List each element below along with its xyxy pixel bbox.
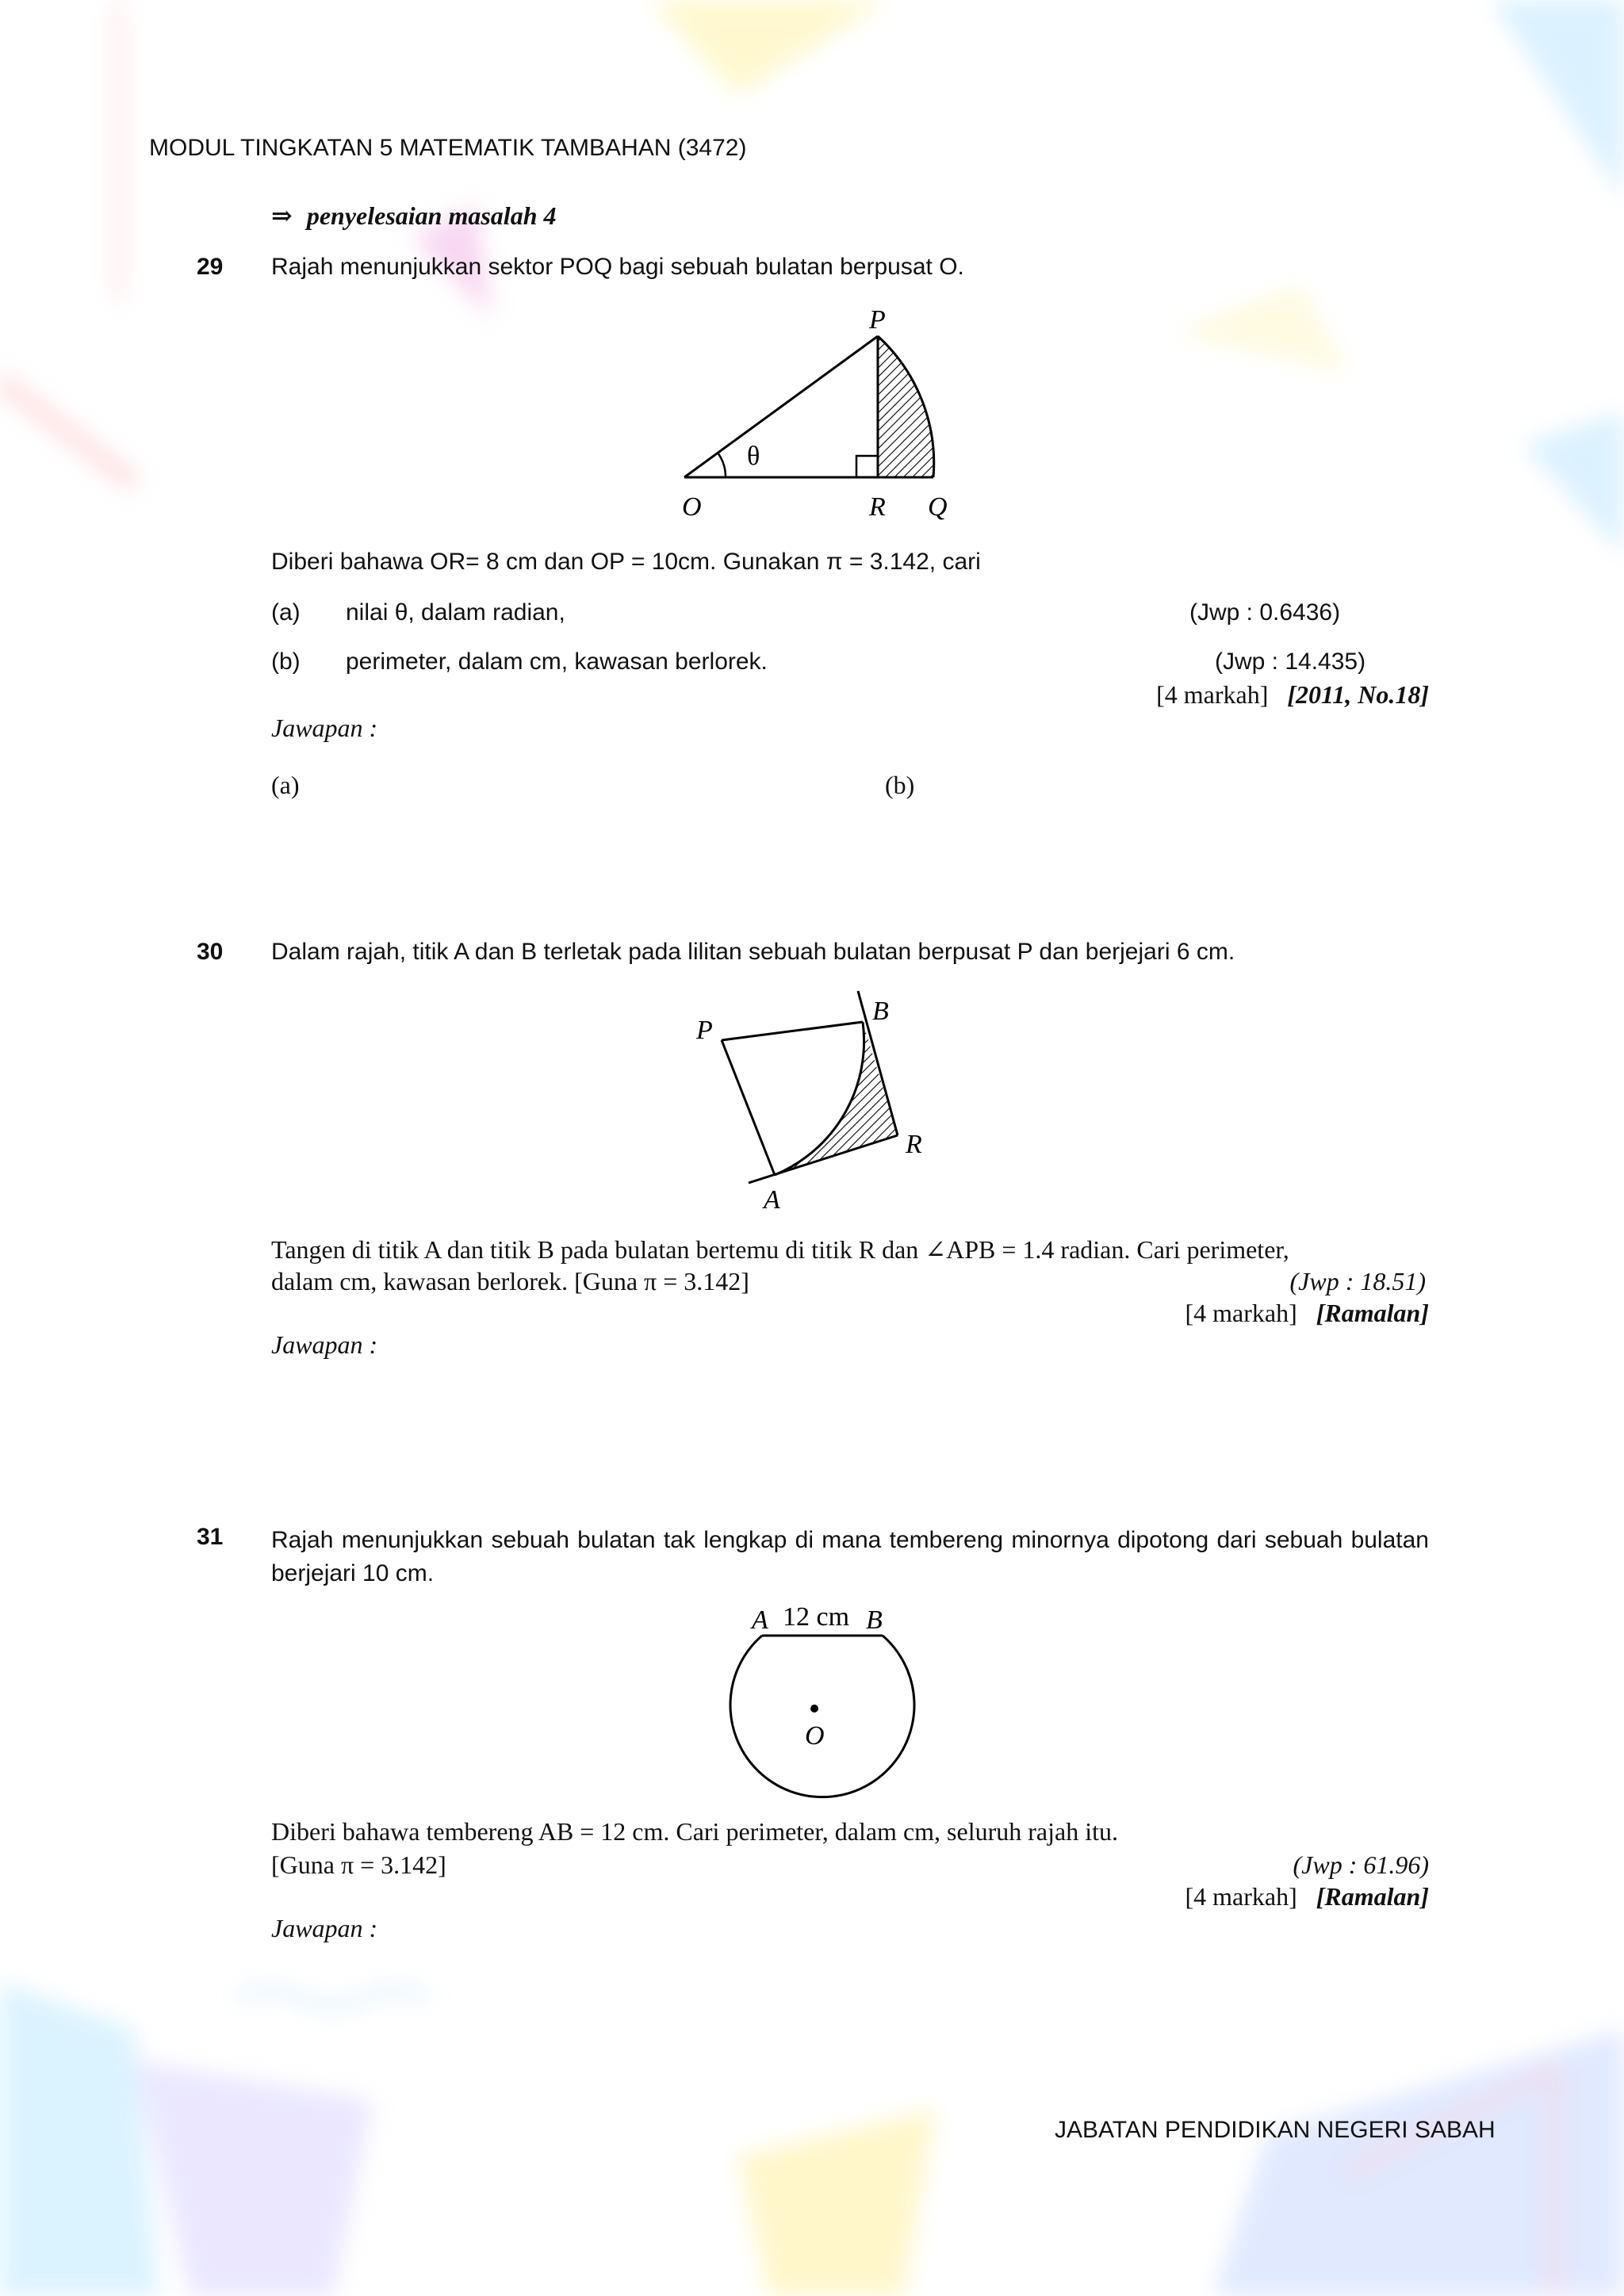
q30-label-a: A (764, 1185, 780, 1215)
q29-label-theta: θ (747, 442, 760, 471)
page-header: MODUL TINGKATAN 5 MATEMATIK TAMBAHAN (3472) (149, 135, 747, 161)
q29-marks-line (1156, 680, 1429, 710)
q31-line1: Diberi bahawa tembereng AB = 12 cm. Cari perimeter, dalam cm, seluruh rajah itu. (271, 1817, 1118, 1846)
q29-angle-arc (718, 453, 726, 477)
q29-given: Diberi bahawa OR= 8 cm dan OP = 10cm. Gunakan π = 3.142, cari (271, 549, 981, 575)
q29-answer-a: (a) (271, 771, 300, 799)
q30-label-b: B (872, 997, 889, 1026)
q30-label-r: R (906, 1130, 922, 1159)
q29-part-b-answer: (Jwp : 14.435) (1215, 649, 1366, 675)
q30-stem: Dalam rajah, titik A dan B terletak pada lilitan sebuah bulatan berpusat P dan berjejari 6 cm. (271, 939, 1235, 965)
q31-marks: [4 markah] (1185, 1882, 1297, 1911)
section-title: penyelesaian masalah 4 (306, 201, 557, 230)
q29-part-a-label: (a) (271, 599, 301, 626)
question-number-30: 30 (197, 939, 224, 965)
question-number-31: 31 (197, 1524, 224, 1550)
q29-source: [2011, No.18] (1287, 680, 1429, 709)
q31-source: [Ramalan] (1316, 1882, 1429, 1911)
q30-marks: [4 markah] (1185, 1299, 1297, 1327)
q30-shaded-region (775, 1022, 898, 1175)
q29-line-op (684, 336, 878, 477)
q30-line-pb (722, 1022, 863, 1040)
q29-part-b-label: (b) (271, 649, 301, 675)
page-footer: JABATAN PENDIDIKAN NEGERI SABAH (1055, 2117, 1496, 2143)
q29-label-o: O (682, 492, 702, 522)
q29-right-angle-mark (856, 456, 878, 477)
section-heading (271, 201, 556, 231)
q30-source: [Ramalan] (1316, 1299, 1429, 1327)
q30-marks-line (1185, 1299, 1430, 1328)
q30-answer: (Jwp : 18.51) (1289, 1267, 1426, 1295)
q30-line-pa (722, 1040, 775, 1175)
q31-line2: [Guna π = 3.142] (271, 1850, 446, 1879)
q29-answer-b: (b) (885, 771, 915, 799)
q30-line2: dalam cm, kawasan berlorek. [Guna π = 3.142] (271, 1267, 749, 1295)
q29-label-p: P (869, 305, 886, 335)
q29-label-q: Q (928, 492, 948, 522)
q31-label-o: O (805, 1721, 825, 1751)
q29-part-a-text: nilai θ, dalam radian, (346, 599, 565, 626)
q30-answer-label: Jawapan : (271, 1330, 378, 1359)
q29-sector-diagram (666, 301, 999, 531)
q30-label-p: P (696, 1016, 713, 1045)
q31-label-a: A (752, 1605, 768, 1635)
q31-circle-diagram (714, 1594, 920, 1808)
arrow-icon: ⇒ (271, 201, 293, 230)
q29-part-b-text: perimeter, dalam cm, kawasan berlorek. (346, 649, 768, 675)
q30-line1: Tangen di titik A dan titik B pada bulatan bertemu di titik R dan ∠APB = 1.4 radian. Cari perimeter, (271, 1235, 1289, 1264)
question-number-29: 29 (197, 254, 224, 280)
q29-label-r: R (869, 492, 886, 522)
q31-stem: Rajah menunjukkan sebuah bulatan tak lengkap di mana tembereng minornya dipotong dari sebuah bulatan berjejari 10 cm. (271, 1527, 1429, 1586)
q31-center-dot (810, 1705, 818, 1712)
q29-part-a-answer: (Jwp : 0.6436) (1189, 599, 1341, 626)
q31-marks-line (1185, 1882, 1430, 1911)
q31-answer-label: Jawapan : (271, 1914, 378, 1942)
q30-tangent-diagram (682, 983, 952, 1221)
q31-major-arc (730, 1636, 914, 1797)
q31-answer: (Jwp : 61.96) (1293, 1850, 1429, 1879)
q29-marks: [4 markah] (1156, 680, 1269, 709)
q29-stem: Rajah menunjukkan sektor POQ bagi sebuah bulatan berpusat O. (271, 254, 964, 280)
q31-label-b: B (866, 1605, 883, 1635)
q29-answer-label: Jawapan : (271, 714, 378, 742)
q31-chord-length: 12 cm (783, 1602, 850, 1632)
